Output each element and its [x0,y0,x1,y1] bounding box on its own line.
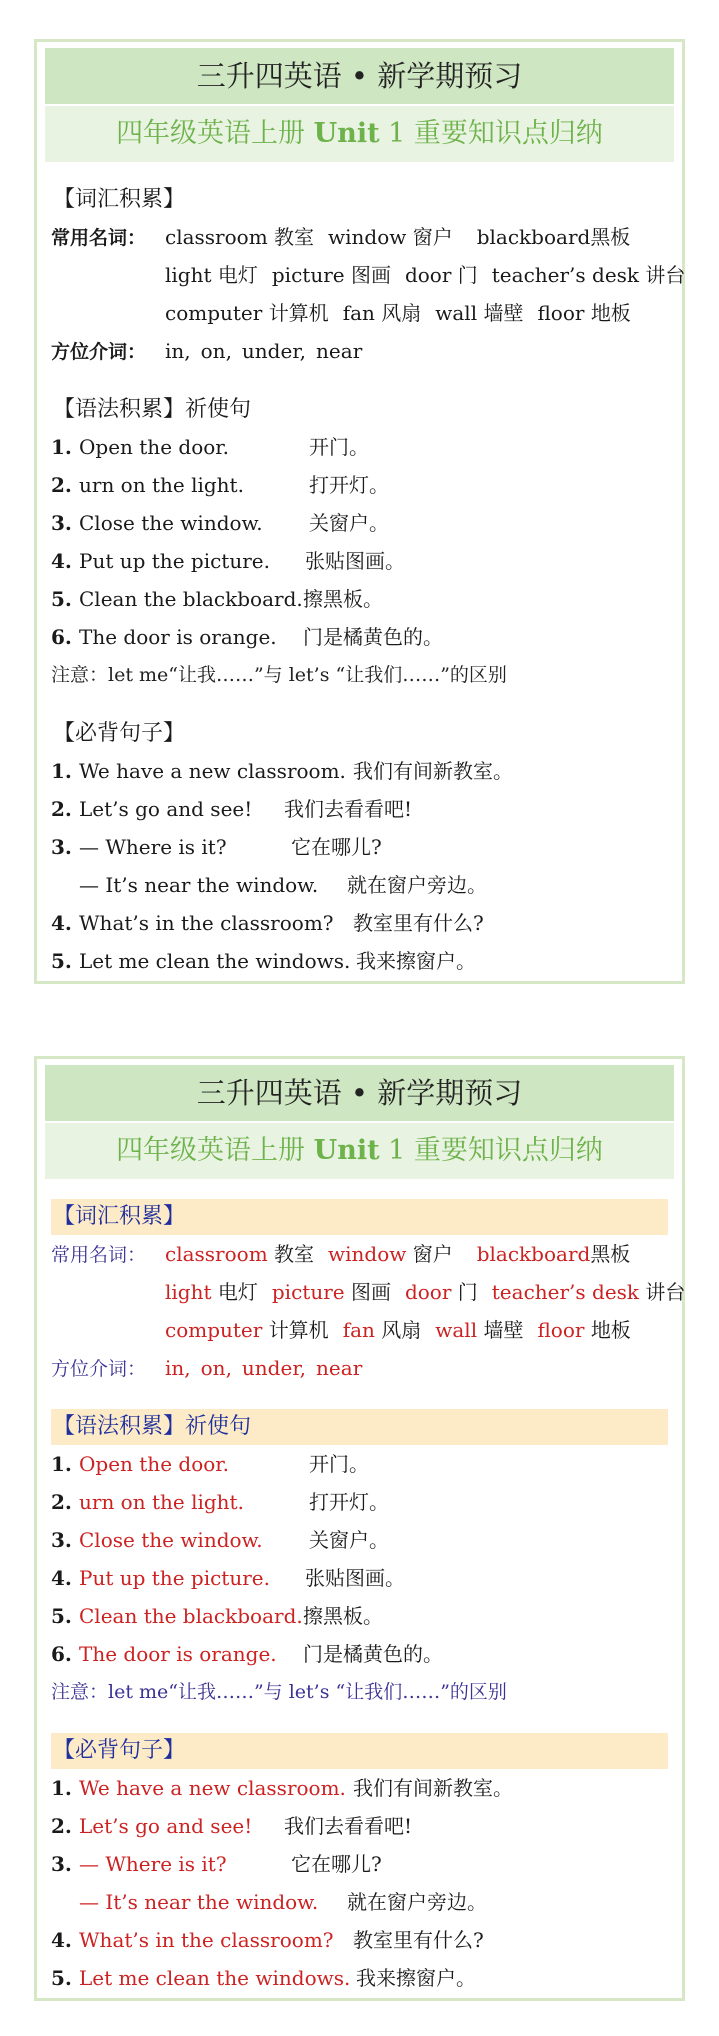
grammar-note: 注意：let me“让我……”与 let’s “让我们……”的区别 [51,664,507,686]
page-title: 三升四英语 • 新学期预习 [45,1065,674,1121]
noun-pair: blackboard黑板 [476,225,631,249]
grammar-item: 3. Close the window. 关窗户。 [51,511,389,535]
vocab-heading: 【词汇积累】 [51,1199,668,1235]
prep-word: on, [200,339,232,363]
sentence-item: — It’s near the window. 就在窗户旁边。 [79,873,487,897]
sentence-item: 3. — Where is it? 它在哪儿? [51,1852,382,1876]
sentences-heading: 【必背句子】 [51,1733,668,1769]
nouns-row [51,1235,668,1273]
preps-label: 方位介词： [51,1358,147,1380]
nouns-row [51,1273,686,1311]
preps-row [51,1349,668,1387]
grammar-item: 5. Clean the blackboard. 擦黑板。 [51,587,383,611]
grammar-heading: 【语法积累】祈使句 [53,397,252,422]
subtitle-suffix: 1 重要知识点归纳 [388,118,603,149]
noun-pair: light 电灯 [165,1280,258,1304]
subtitle-suffix: 1 重要知识点归纳 [388,1135,603,1166]
grammar-item: 6. The door is orange. 门是橘黄色的。 [51,1642,443,1666]
noun-pair: picture 图画 [271,263,391,287]
prep-word: under, [241,1356,307,1380]
grammar-item: 2. urn on the light. 打开灯。 [51,473,389,497]
nouns-label: 常用名词： [51,1244,147,1266]
noun-pair: door 门 [404,1280,478,1304]
noun-pair: computer 计算机 [165,1318,329,1342]
page-subtitle [45,1123,674,1179]
nouns-row [51,1311,668,1349]
preps-label: 方位介词： [51,341,147,363]
nouns-row [51,218,668,256]
noun-pair: fan 风扇 [342,1318,422,1342]
noun-pair: fan 风扇 [342,301,422,325]
grammar-item: 1. Open the door. 开门。 [51,435,369,459]
grammar-item: 6. The door is orange. 门是橘黄色的。 [51,625,443,649]
sentence-item: 4. What’s in the classroom? 教室里有什么? [51,911,484,935]
nouns-row [51,294,668,332]
summary-card-plain [34,39,685,984]
sentence-item: 1. We have a new classroom. 我们有间新教室。 [51,759,513,783]
page-subtitle [45,106,674,162]
grammar-item: 3. Close the window. 关窗户。 [51,1528,389,1552]
sentence-item: 4. What’s in the classroom? 教室里有什么? [51,1928,484,1952]
nouns-row [51,256,686,294]
prep-word: in, [165,339,191,363]
sentence-item: 2. Let’s go and see! 我们去看看吧! [51,797,413,821]
summary-card-highlighted [34,1056,685,2001]
noun-pair: floor 地板 [537,301,631,325]
noun-pair: teacher’s desk 讲台 [491,263,686,287]
noun-pair: computer 计算机 [165,301,329,325]
page-title: 三升四英语 • 新学期预习 [45,48,674,104]
noun-pair: light 电灯 [165,263,258,287]
prep-word: in, [165,1356,191,1380]
noun-pair: door 门 [404,263,478,287]
noun-pair: wall 墙壁 [435,1318,524,1342]
grammar-item: 4. Put up the picture. 张贴图画。 [51,1566,405,1590]
prep-word: under, [241,339,307,363]
grammar-item: 4. Put up the picture. 张贴图画。 [51,549,405,573]
noun-pair: classroom 教室 [165,225,315,249]
grammar-item: 5. Clean the blackboard. 擦黑板。 [51,1604,383,1628]
prep-word: near [316,1356,363,1380]
prep-word: near [316,339,363,363]
subtitle-unit: Unit [313,1135,380,1166]
subtitle-prefix: 四年级英语上册 [116,1135,306,1166]
noun-pair: wall 墙壁 [435,301,524,325]
grammar-item: 2. urn on the light. 打开灯。 [51,1490,389,1514]
vocab-heading: 【词汇积累】 [53,187,186,212]
noun-pair: teacher’s desk 讲台 [491,1280,686,1304]
noun-pair: window 窗户 [328,225,453,249]
sentence-item: 2. Let’s go and see! 我们去看看吧! [51,1814,413,1838]
noun-pair: picture 图画 [271,1280,391,1304]
nouns-label: 常用名词： [51,227,147,249]
grammar-note: 注意：let me“让我……”与 let’s “让我们……”的区别 [51,1681,507,1703]
grammar-heading: 【语法积累】祈使句 [51,1409,668,1445]
subtitle-prefix: 四年级英语上册 [116,118,306,149]
preps-row [51,332,668,370]
noun-pair: classroom 教室 [165,1242,315,1266]
sentence-item: — It’s near the window. 就在窗户旁边。 [79,1890,487,1914]
sentences-heading: 【必背句子】 [53,721,186,746]
noun-pair: floor 地板 [537,1318,631,1342]
noun-pair: window 窗户 [328,1242,453,1266]
sentence-item: 1. We have a new classroom. 我们有间新教室。 [51,1776,513,1800]
sentence-item: 5. Let me clean the windows. 我来擦窗户。 [51,1966,476,1990]
noun-pair: blackboard黑板 [476,1242,631,1266]
prep-word: on, [200,1356,232,1380]
subtitle-unit: Unit [313,118,380,149]
grammar-item: 1. Open the door. 开门。 [51,1452,369,1476]
sentence-item: 3. — Where is it? 它在哪儿? [51,835,382,859]
sentence-item: 5. Let me clean the windows. 我来擦窗户。 [51,949,476,973]
